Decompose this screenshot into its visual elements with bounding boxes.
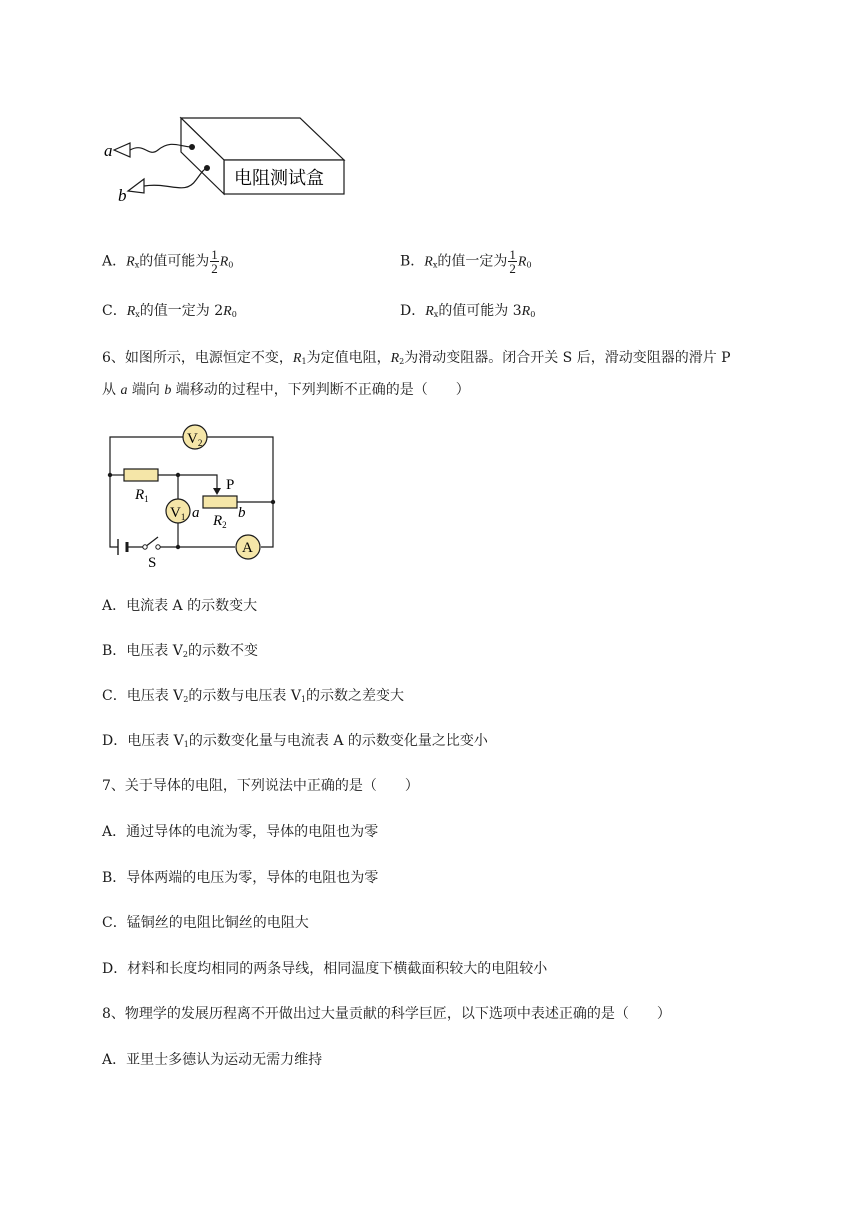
terminal-a-label: a <box>104 141 113 160</box>
q7-stem: 7、关于导体的电阻，下列说法中正确的是（ ） <box>102 778 419 794</box>
r1-label: $R_1$ <box>135 487 149 504</box>
r2-label: $R_2$ <box>213 513 227 530</box>
q7-option-c: C．锰铜丝的电阻比铜丝的电阻大 <box>102 915 309 931</box>
q6-option-d: D．电压表 $V_1$的示数变化量与电流表 A 的示数变化量之比变小 <box>102 733 488 749</box>
end-b-label: b <box>238 505 246 521</box>
q6-option-b: B．电压表 $V_2$的示数不变 <box>102 643 258 659</box>
end-a-label: a <box>192 505 200 521</box>
q5-option-d: D．$R_x$的值可能为 $3R_0$ <box>400 303 536 319</box>
circuit-diagram <box>100 422 285 572</box>
terminal-b-label: b <box>118 186 127 205</box>
voltmeter-v2-label: $V_2$ <box>187 431 203 448</box>
q6-stem-line1: 6、如图所示，电源恒定不变，$R_1$为定值电阻，$R_2$为滑动变阻器。闭合开关 S 后，滑动变阻器的滑片 P <box>102 350 731 366</box>
q8-option-a: A．亚里士多德认为运动无需力维持 <box>102 1052 323 1068</box>
q6-option-c: C．电压表 $V_2$的示数与电压表 $V_1$的示数之差变大 <box>102 688 405 704</box>
q6-option-a: A．电流表 A 的示数变大 <box>102 598 258 614</box>
q5-option-a: A．$R_x$的值可能为 $\frac{1}{2}$ $R_0$ <box>102 247 234 276</box>
q7-option-d: D．材料和长度均相同的两条导线，相同温度下横截面积较大的电阻较小 <box>102 961 548 977</box>
q8-stem: 8、物理学的发展历程离不开做出过大量贡献的科学巨匠，以下选项中表述正确的是（ ） <box>102 1006 671 1022</box>
slider-p-label: P <box>226 477 235 493</box>
switch-s-label: S <box>148 555 157 571</box>
ammeter-label: A <box>242 540 253 556</box>
q5-option-b: B．$R_x$的值一定为 $\frac{1}{2}$ $R_0$ <box>400 247 532 276</box>
voltmeter-v1-label: $V_1$ <box>170 505 186 522</box>
q5-option-c: C．$R_x$的值一定为 $2R_0$ <box>102 303 237 319</box>
resistance-box-figure <box>100 112 360 212</box>
q7-option-b: B．导体两端的电压为零，导体的电阻也为零 <box>102 870 379 886</box>
q7-option-a: A．通过导体的电流为零，导体的电阻也为零 <box>102 824 379 840</box>
q6-stem-line2: 从 a 端向 b 端移动的过程中，下列判断不正确的是（ ） <box>102 382 470 398</box>
box-label: 电阻测试盒 <box>234 168 324 189</box>
